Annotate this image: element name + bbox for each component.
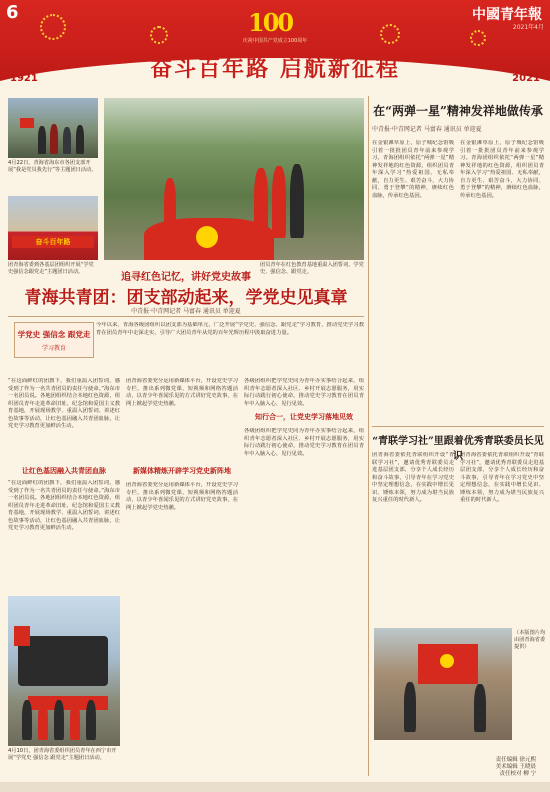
right-byline: 中青报·中青网记者 马富春 通讯员 单迎夏 [372,126,482,133]
photo-banner-activity [8,196,98,260]
study-badge-sub: 学习教育 [41,345,66,352]
photo-caption: 团青海省委到各基层团组织开展“学党史强信念跟党走”主题团日活动。 [8,262,94,276]
right2-body-col1: 团青海省委依托青联组织开设“青联学习社”，邀请优秀青联委员走进基层团支部，分享个人成长经历和奋斗故事，引导青年在学习党史中坚定理想信念，在实践中增长见识、锤炼本领，努力成为堪当民族复兴重任的时代新人。 [372,452,454,503]
section-heading: 新媒体精炼开辟学习党史新阵地 [133,467,231,475]
divider [372,426,544,427]
section-heading: 让红色基因融入共青团血脉 [22,467,106,475]
photo-locomotive-group [8,596,120,746]
firework-icon [150,26,168,44]
page-slogan: 奋斗百年路 启航新征程 [150,57,400,82]
study-badge-box [14,322,94,358]
section-heading: 知行合一，让党史学习落地见效 [255,413,353,421]
firework-icon [470,30,486,46]
article-kicker: 追寻红色记忆，讲好党史故事 [121,272,251,283]
star-emblem-icon [196,226,218,248]
photo-caption: 4月22日，青海省海东市各团支部开展“我是党员我先行”等主题团日活动。 [8,160,97,174]
body-col2: 团青海省委充分运用新媒体平台，开设党史学习专栏，推出系列微党课、短视频和网络答题活动，以青少年喜闻乐见的方式讲好党史故事，在网上掀起学党史热潮。 [126,378,238,407]
year-right: 2021 [512,73,540,84]
body-col3b: 各级团组织把学党史同为青年办实事结合起来，组织青年志愿者深入社区、乡村开展志愿服务，用实际行动践行初心使命，推动党史学习教育在团员青年中入脑入心、见行见效。 [244,428,364,457]
banner-text: 奋斗百年路 [12,236,94,248]
date-line: 2021年4月 [512,24,544,31]
column-divider [368,96,369,776]
designer-credit: 美术编辑 王晓晨 [495,764,536,770]
right-body-col1: 在金银滩草原上，原子城纪念馆吸引着一批批团员青年前来参观学习。青海团组织依托“两弹一星”精神发祥地的红色资源，组织团员青年深入学习“热爱祖国、无私奉献，自力更生、艰苦奋斗，大力协同、勇于登攀”的精神，赓续红色血脉，传承红色基因。 [372,140,454,199]
study-badge: 学党史 强信念 跟党走 [17,330,91,339]
right-headline: 在“两弹一星”精神发祥地做传承 [373,104,543,118]
year-left: 1921 [10,73,38,84]
intro-text: 今年以来，青海各级团组织以团支部为基础单元，广泛开展“学党史、强信念、跟党走”学习教育，推动党史学习教育在团员青年中走深走实，引导广大团员青年从党的百年光辉历程中汲取奋进力量。 [96,322,364,336]
body-col3: 各级团组织把学党史同为青年办实事结合起来，组织青年志愿者深入社区、乡村开展志愿服务，用实际行动践行初心使命，推动党史学习教育在团员青年中入脑入心、见行见效。 [244,378,364,407]
body-col1: “在这面鲜红的团旗下，我们重温入团誓词，感受到了作为一名共青团员的责任与使命。”海东市一名团员说。各地团组织结合本地红色资源，组织团员青年走进革命旧址、纪念馆和爱国主义教育基地，开展现场教学、重温入团誓词、讲述红色故事等活动，让红色基因融入共青团血脉，让党史学习教育更加鲜活生动。 [8,378,120,429]
right-body-col2: 在金银滩草原上，原子城纪念馆吸引着一批批团员青年前来参观学习。青海团组织依托“两弹一星”精神发祥地的红色资源，组织团员青年深入学习“热爱祖国、无私奉献，自力更生、艰苦奋斗，大力协同、勇于登攀”的精神，赓续红色血脉，传承红色基因。 [460,140,544,199]
photo-youth-league-study [374,628,512,740]
proof-credit: 责任校对 柳 宁 [499,771,536,777]
photo-caption: 团员青年在红色教育基地重温入团誓词，学党史、强信念、跟党走。 [260,262,364,276]
logo-caption: 庆祝中国共产党成立100周年 [242,38,308,44]
body-col2b: 团青海省委充分运用新媒体平台，开设党史学习专栏，推出系列微党课、短视频和网络答题活动，以青少年喜闻乐见的方式讲好党史故事，在网上掀起学党史热潮。 [126,482,238,511]
firework-icon [380,24,400,44]
photo-caption: 4月10日，团青海省委组织团员青年在西宁市开展“学党史 强信念 跟党走”主题团日活动。 [8,748,117,762]
right2-body-col2: 团青海省委依托青联组织开设“青联学习社”，邀请优秀青联委员走进基层团支部，分享个人成长经历和奋斗故事，引导青年在学习党史中坚定理想信念，在实践中增长见识、锤炼本领，努力成为堪当民族复兴重任的时代新人。 [460,452,544,503]
photo-youth-activity [8,98,98,158]
editor-credit: 责任编辑 徐元熙 [495,757,536,763]
emblem-icon [440,654,454,668]
centenary-logo: 100 [248,8,293,37]
page-number: 6 [6,2,19,23]
photo-oath-ceremony [104,98,364,260]
page-footer [0,782,550,792]
right-headline-2: “青联学习社”里跟着优秀青联委员长见识 [372,436,544,462]
firework-icon [40,14,66,40]
divider [8,316,364,317]
photo-caption: （本版图片均由团青海省委提供） [514,630,546,651]
newspaper-title: 中國青年報 [472,7,542,23]
credits-block [496,757,536,778]
article-headline: 青海共青团：团支部动起来，学党史见真章 [24,288,348,308]
article-byline: 中青报·中青网记者 马富春 通讯员 单迎夏 [131,308,241,315]
body-col1b: “在这面鲜红的团旗下，我们重温入团誓词，感受到了作为一名共青团员的责任与使命。”海东市一名团员说。各地团组织结合本地红色资源，组织团员青年走进革命旧址、纪念馆和爱国主义教育基地，开展现场教学、重温入团誓词、讲述红色故事等活动，让红色基因融入共青团血脉，让党史学习教育更加鲜活生动。 [8,480,120,531]
